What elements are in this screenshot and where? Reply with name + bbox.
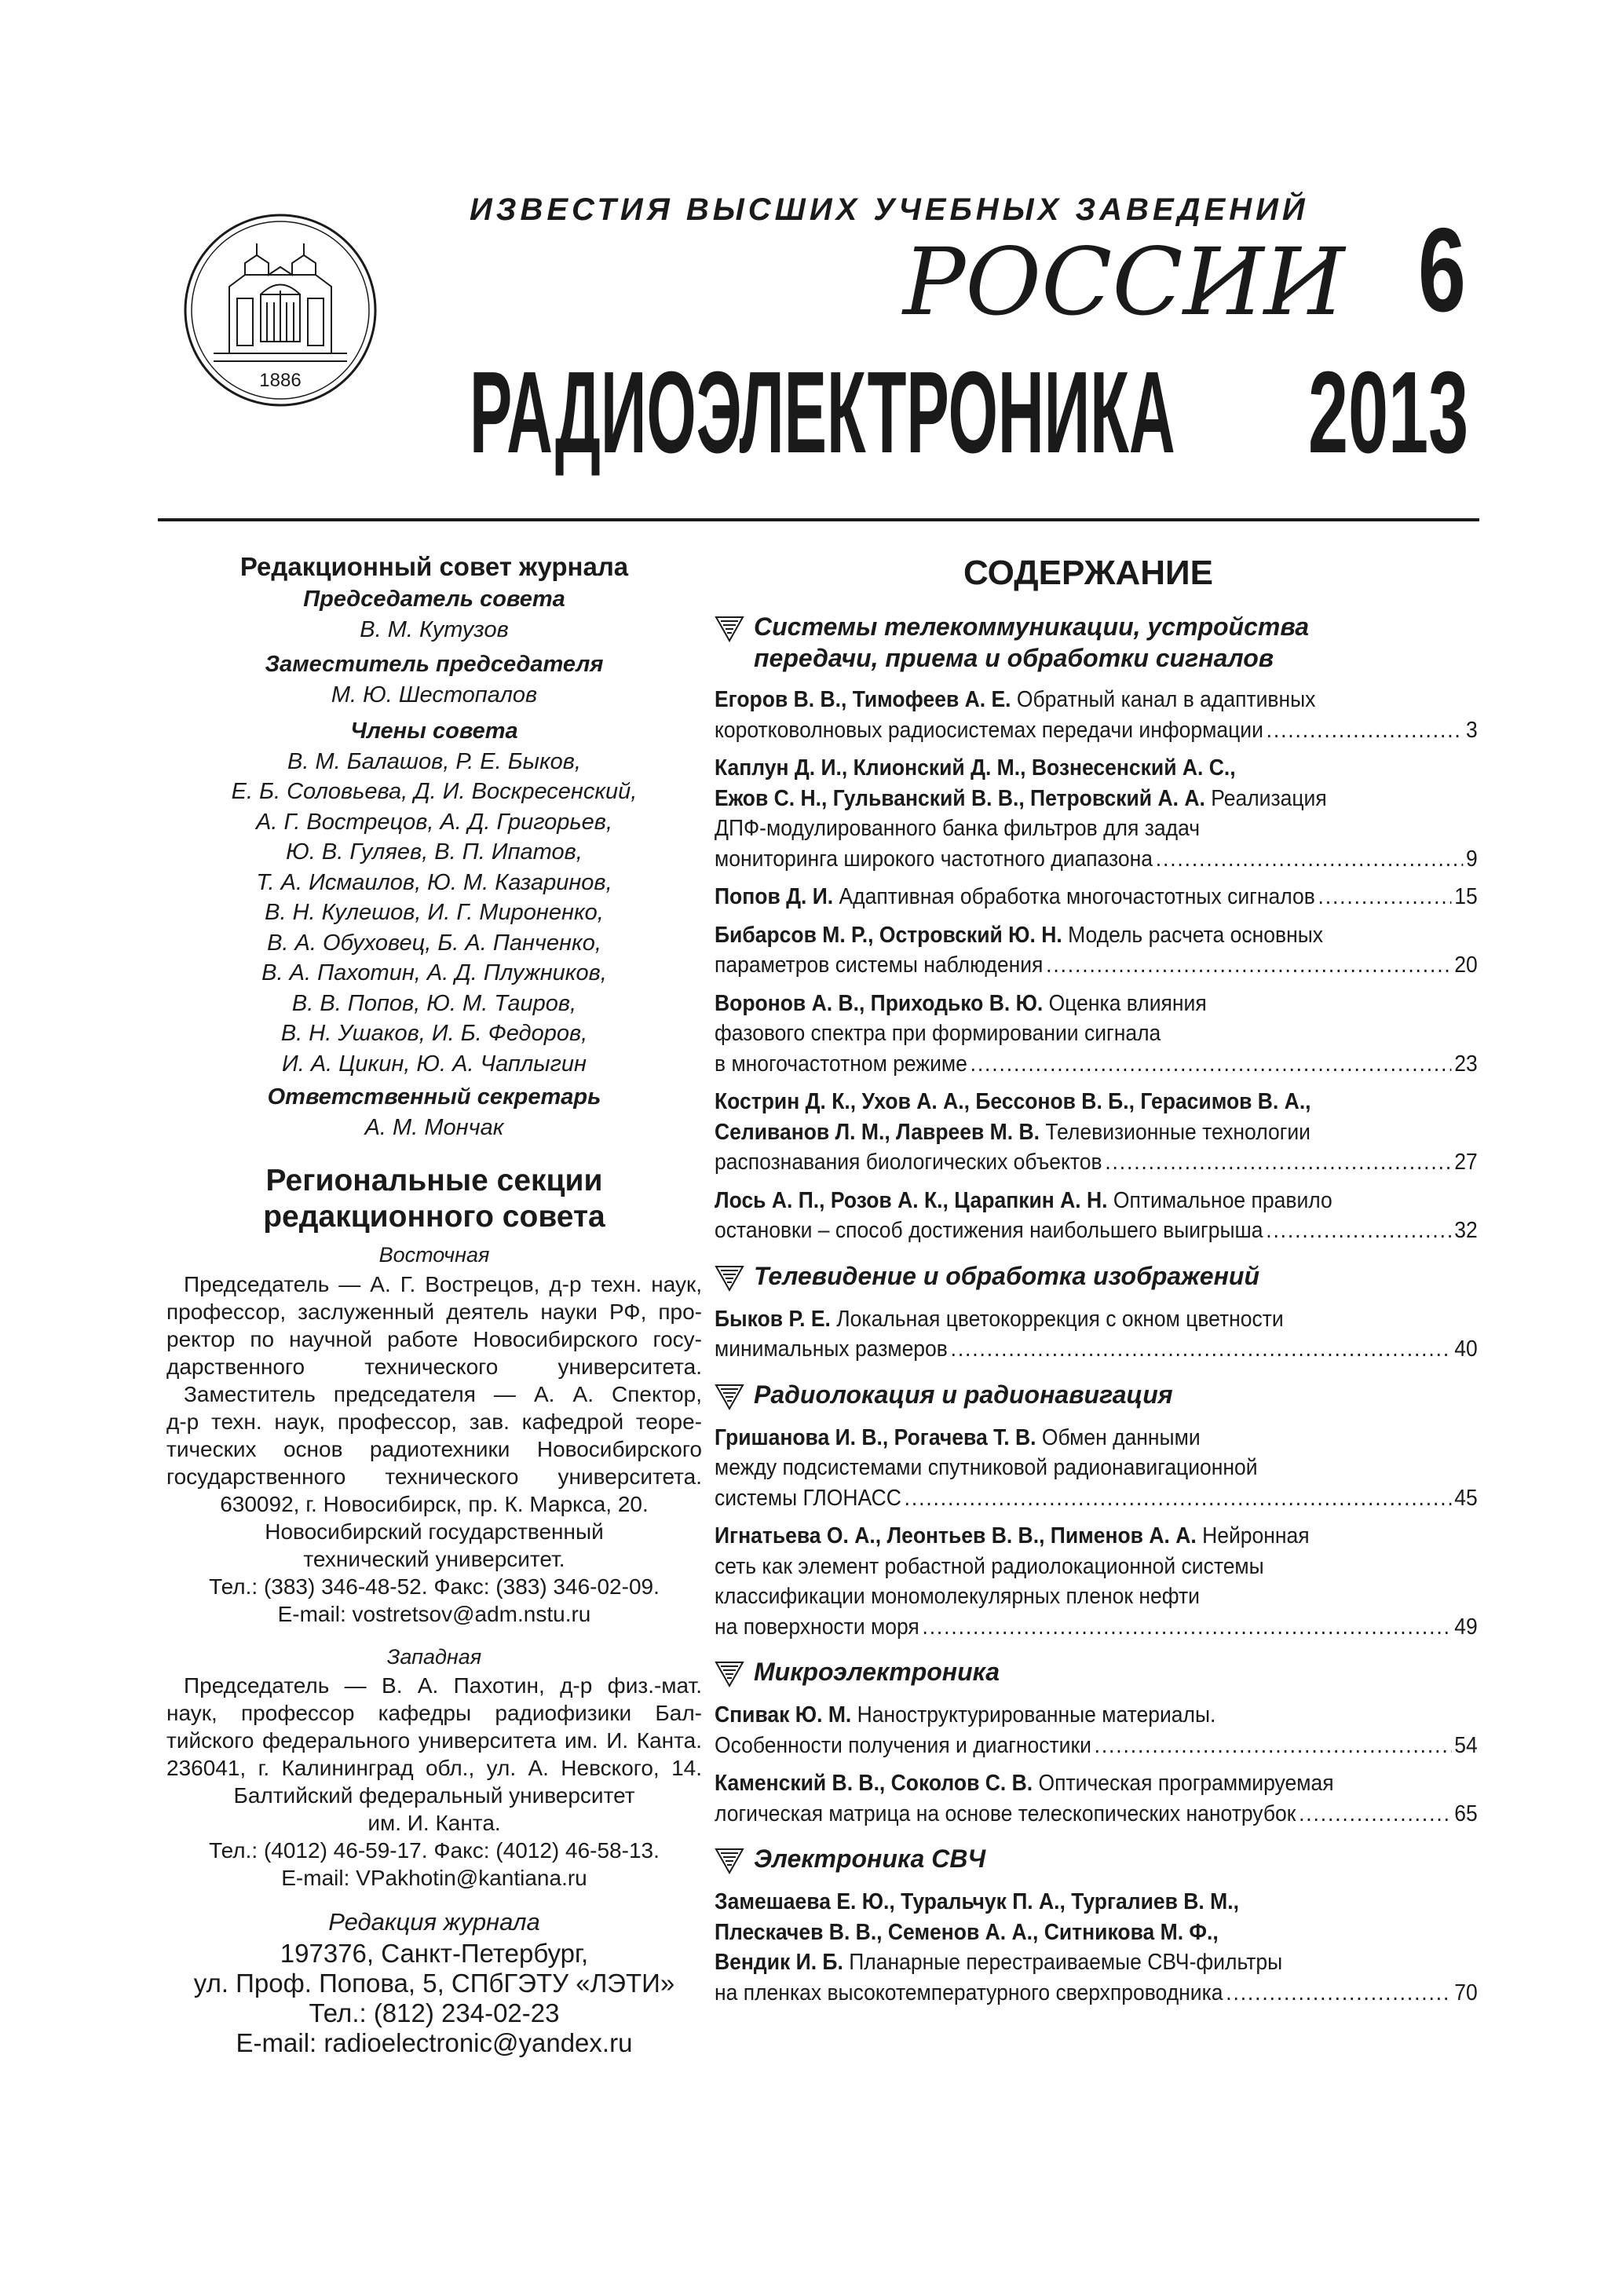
section-title: Радиолокация и радионавигация	[754, 1380, 1173, 1409]
page-number[interactable]: 27	[1454, 1150, 1478, 1175]
address-line: технический университет.	[303, 1546, 565, 1571]
page-number[interactable]: 49	[1454, 1614, 1478, 1640]
entry-authors: Попов Д. И.	[715, 884, 834, 909]
entry-line	[715, 1018, 1478, 1049]
toc-entry[interactable]	[715, 685, 1478, 745]
member-line: В. А. Обуховец, Б. А. Панченко,	[267, 930, 601, 956]
dot-leader	[1226, 1978, 1451, 2009]
section-header	[715, 1260, 1478, 1293]
entry-line	[715, 784, 1478, 814]
entry-line	[715, 920, 1478, 951]
dot-leader	[1318, 882, 1452, 912]
address-line: Тел.: (383) 346-48-52. Факс: (383) 346-02-09.	[209, 1574, 660, 1599]
issue-year: 2013	[1308, 348, 1469, 477]
paragraph-line: д-р техн. наук, профессор, зав. кафедрой теоре-	[166, 1409, 702, 1434]
toc-entry[interactable]	[715, 1423, 1478, 1514]
entry-title-end	[715, 1799, 1296, 1830]
entry-authors: Каплун Д. И., Клионский Д. М., Вознесенский А. С.,	[715, 755, 1236, 781]
toc-entry[interactable]	[715, 1700, 1478, 1760]
entry-title: Нейронная	[1196, 1523, 1310, 1548]
triangle-icon	[715, 1659, 744, 1689]
entry-title-end	[715, 1483, 901, 1514]
entry-last-line	[715, 715, 1478, 746]
address-line: 630092, г. Новосибирск, пр. К. Маркса, 20.	[220, 1491, 649, 1516]
entry-title: остановки – способ достижения наибольшего выигрыша	[715, 1218, 1263, 1243]
entry-authors: Бибарсов М. Р., Островский Ю. Н.	[715, 922, 1062, 948]
regional-title: Региональные секции	[265, 1164, 603, 1197]
address-line: ул. Проф. Попова, 5, СПбГЭТУ «ЛЭТИ»	[193, 1969, 675, 1998]
entry-title: Обмен данными	[1036, 1424, 1201, 1450]
board-title: Редакционный совет журнала	[239, 552, 629, 581]
members-list	[166, 747, 702, 1080]
entry-line	[715, 1521, 1478, 1552]
entry-last-line	[715, 1147, 1478, 1178]
issue-number: 6	[1418, 203, 1466, 337]
section-header	[715, 1656, 1478, 1689]
deputy-label: Заместитель председателя	[265, 652, 604, 677]
entry-title: Телевизионные технологии	[1039, 1119, 1310, 1145]
dot-leader	[971, 1049, 1452, 1080]
entry-line	[715, 1186, 1478, 1216]
member-line: Ю. В. Гуляев, В. П. Ипатов,	[286, 839, 583, 865]
toc-entry[interactable]	[715, 1887, 1478, 2008]
entry-last-line	[715, 1731, 1478, 1761]
paragraph-line: Председатель — А. Г. Вострецов, д-р техн. наук,	[184, 1271, 702, 1296]
toc-entry[interactable]	[715, 1087, 1478, 1178]
dot-leader	[905, 1483, 1452, 1514]
entry-last-line	[715, 1978, 1478, 2009]
journal-title: РАДИОЭЛЕКТРОНИКА	[470, 348, 1175, 477]
entry-title: мониторинга широкого частотного диапазона	[715, 846, 1153, 872]
section-title: Электроника СВЧ	[754, 1844, 986, 1873]
entry-authors: Игнатьева О. А., Леонтьев В. В., Пименов А. А.	[715, 1523, 1197, 1548]
entry-last-line	[715, 1334, 1478, 1365]
entry-title: Наноструктурированные материалы.	[851, 1702, 1216, 1727]
entry-line	[715, 1304, 1478, 1335]
address-line: Тел.: (4012) 46-59-17. Факс: (4012) 46-58-13.	[209, 1838, 660, 1863]
entry-title-end	[715, 844, 1153, 875]
entry-title: Оценка влияния	[1043, 990, 1207, 1016]
dot-leader	[1095, 1731, 1452, 1761]
east-section	[166, 1270, 702, 1628]
chair-name: В. М. Кутузов	[360, 616, 509, 642]
section-title-wrap	[754, 1260, 1259, 1292]
dot-leader	[1156, 844, 1464, 875]
entry-authors: Ежов С. Н., Гульванский В. В., Петровский А. А.	[715, 785, 1205, 811]
page-number[interactable]: 45	[1454, 1485, 1478, 1511]
page-number[interactable]: 54	[1454, 1732, 1478, 1758]
member-line: А. Г. Вострецов, А. Д. Григорьев,	[255, 809, 613, 835]
logo-year: 1886	[259, 370, 302, 391]
address-line: Тел.: (812) 234-02-23	[309, 1998, 560, 2027]
email-link[interactable]: E-mail: vostretsov@adm.nstu.ru	[277, 1601, 591, 1626]
entry-authors: Селиванов Л. М., Лавреев М. В.	[715, 1119, 1040, 1145]
entry-line	[715, 685, 1478, 715]
dot-leader	[951, 1334, 1452, 1365]
entry-line	[715, 1700, 1478, 1731]
entry-title: ДПФ-модулированного банка фильтров для задач	[715, 816, 1201, 841]
editorial-label: Редакция журнала	[328, 1908, 540, 1936]
entry-title: минимальных размеров	[715, 1336, 948, 1362]
entry-title: между подсистемами спутниковой радионавигационной	[715, 1455, 1258, 1480]
editorial-board-column	[166, 550, 702, 2058]
dot-leader	[1046, 950, 1451, 981]
paragraph-line: 236041, г. Калининград обл., ул. А. Невского, 14.	[166, 1756, 702, 1780]
entry-line	[715, 1581, 1478, 1612]
entry-line	[715, 1453, 1478, 1483]
address-line: им. И. Канта.	[367, 1811, 501, 1835]
member-line: В. Н. Ушаков, И. Б. Федоров,	[280, 1021, 588, 1046]
section-title: Телевидение и обработка изображений	[754, 1261, 1259, 1290]
contents-title: СОДЕРЖАНИЕ	[963, 554, 1214, 592]
entry-line	[715, 989, 1478, 1019]
entry-title: распознавания биологических объектов	[715, 1150, 1102, 1175]
dot-leader	[1299, 1799, 1451, 1830]
section-header	[715, 1843, 1478, 1876]
university-logo	[182, 212, 378, 408]
paragraph-line: Председатель — В. А. Пахотин, д-р физ.-мат.	[184, 1673, 702, 1698]
secretary-label: Ответственный секретарь	[267, 1084, 601, 1110]
dot-leader	[1266, 1216, 1451, 1246]
toc-entry[interactable]	[715, 920, 1478, 981]
entry-title: Оптимальное правило	[1107, 1187, 1332, 1213]
paragraph-line: тических основ радиотехники Новосибирского	[166, 1436, 702, 1461]
email-link[interactable]: E-mail: VPakhotin@kantiana.ru	[281, 1866, 587, 1890]
west-section	[166, 1672, 702, 1892]
entry-title-end	[715, 715, 1263, 746]
west-label: Западная	[386, 1644, 482, 1669]
entry-authors: Вендик И. Б.	[715, 1950, 843, 1975]
paragraph-line: Заместитель председателя — А. А. Спектор,	[184, 1381, 702, 1406]
entry-line	[715, 1768, 1478, 1799]
dot-leader	[922, 1612, 1451, 1643]
member-line: И. А. Цикин, Ю. А. Чаплыгин	[281, 1051, 587, 1077]
section-header	[715, 1379, 1478, 1412]
entry-title-end	[715, 950, 1043, 981]
entry-title: сеть как элемент робастной радиолокационной системы	[715, 1553, 1264, 1579]
entry-title: коротковолновых радиосистемах передачи информации	[715, 717, 1263, 743]
section-title-wrap	[754, 1656, 1000, 1687]
toc-entry[interactable]	[715, 1768, 1478, 1829]
paragraph-line: профессор, заслуженный деятель науки РФ, про-	[166, 1299, 702, 1324]
entry-authors: Егоров В. В., Тимофеев А. Е.	[715, 687, 1011, 712]
entry-last-line	[715, 882, 1478, 912]
entry-line	[715, 813, 1478, 844]
dot-leader	[1105, 1147, 1451, 1178]
entry-title-end	[715, 1147, 1102, 1178]
entry-line	[715, 753, 1478, 784]
entry-last-line	[715, 844, 1478, 875]
paragraph-line: государственного технического университета.	[166, 1464, 702, 1489]
entry-title: на поверхности моря	[715, 1614, 919, 1640]
entry-title: классификации мономолекулярных пленок нефти	[715, 1584, 1200, 1609]
page-number[interactable]: 32	[1454, 1218, 1478, 1243]
members-label: Члены совета	[350, 718, 518, 744]
entry-line	[715, 1552, 1478, 1582]
page-number[interactable]: 70	[1454, 1980, 1478, 2005]
entry-title-end	[715, 1334, 948, 1365]
entry-title-end	[715, 1978, 1223, 2009]
entry-line	[715, 1117, 1478, 1148]
regional-title: редакционного совета	[263, 1200, 605, 1234]
entry-title: фазового спектра при формировании сигнала	[715, 1021, 1161, 1046]
entry-authors: Кострин Д. К., Ухов А. А., Бессонов В. Б., Герасимов В. А.,	[715, 1089, 1311, 1114]
entry-authors: Каменский В. В., Соколов С. В.	[715, 1771, 1033, 1796]
page-number[interactable]: 65	[1454, 1801, 1478, 1826]
paragraph-line: дарственного технического университета.	[166, 1354, 702, 1379]
entry-last-line	[715, 1049, 1478, 1080]
entry-title: Модель расчета основных	[1062, 922, 1324, 948]
country-title: РОССИИ	[903, 228, 1345, 336]
entry-title: Реализация	[1204, 785, 1327, 811]
member-line: В. Н. Кулешов, И. Г. Мироненко,	[265, 900, 604, 925]
toc-entry[interactable]	[715, 753, 1478, 874]
member-line: В. В. Попов, Ю. М. Таиров,	[291, 990, 577, 1016]
toc-entry[interactable]	[715, 882, 1478, 912]
paragraph-line: тийского федерального университета им. И. Канта.	[166, 1728, 702, 1753]
triangle-icon	[715, 1382, 744, 1412]
paragraph-line: ректор по научной работе Новосибирского госу-	[166, 1326, 702, 1351]
secretary-name: А. М. Мончак	[364, 1114, 504, 1140]
entry-line	[715, 1947, 1478, 1978]
entry-title-end	[715, 1216, 1263, 1246]
entry-title: на пленках высокотемпературного сверхпроводника	[715, 1980, 1223, 2005]
entry-authors: Быков Р. Е.	[715, 1306, 831, 1332]
section-title: Микроэлектроника	[754, 1658, 1000, 1686]
deputy-name: М. Ю. Шестопалов	[331, 682, 538, 707]
editorial-address	[166, 1939, 702, 2058]
triangle-icon	[715, 614, 744, 644]
entry-authors: Плескачев В. В., Семенов А. А., Ситникова М. Ф.,	[715, 1919, 1219, 1945]
entry-authors: Спивак Ю. М.	[715, 1702, 852, 1727]
page-number[interactable]: 3	[1465, 717, 1478, 743]
entry-title: Обратный канал в адаптивных	[1011, 687, 1316, 712]
entry-line	[715, 1887, 1478, 1918]
address-line: Балтийский федеральный университет	[233, 1783, 635, 1808]
email-link[interactable]: E-mail: radioelectronic@yandex.ru	[236, 2028, 633, 2057]
toc-entry[interactable]	[715, 1186, 1478, 1246]
dot-leader	[1267, 715, 1464, 746]
entry-title: параметров системы наблюдения	[715, 952, 1044, 978]
paragraph-line: наук, профессор кафедры радиофизики Бал-	[166, 1701, 702, 1725]
section-title-wrap	[754, 611, 1309, 674]
entry-title: системы ГЛОНАСС	[715, 1485, 901, 1511]
entry-line	[715, 1423, 1478, 1453]
toc-entry[interactable]	[715, 1304, 1478, 1365]
section-title: Системы телекоммуникации, устройства	[754, 612, 1310, 641]
triangle-icon	[715, 1263, 744, 1293]
section-header	[715, 611, 1478, 674]
section-title: передачи, приема и обработки сигналов	[754, 644, 1274, 672]
entry-title: Локальная цветокоррекция с окном цветности	[830, 1306, 1284, 1332]
address-line: 197376, Санкт-Петербург,	[280, 1939, 589, 1968]
entry-authors: Замешаева Е. Ю., Туральчук П. А., Тургалиев В. М.,	[715, 1889, 1239, 1914]
member-line: В. А. Пахотин, А. Д. Плужников,	[261, 960, 607, 985]
page-number[interactable]: 15	[1454, 884, 1478, 909]
member-line: Т. А. Исмаилов, Ю. М. Казаринов,	[256, 869, 612, 895]
toc-entry[interactable]	[715, 1521, 1478, 1642]
entry-authors: Лось А. П., Розов А. К., Царапкин А. Н.	[715, 1187, 1108, 1213]
member-line: В. М. Балашов, Р. Е. Быков,	[287, 748, 581, 774]
chair-label: Председатель совета	[303, 587, 565, 612]
section-title-wrap	[754, 1379, 1173, 1410]
entry-title-end	[715, 882, 1315, 912]
entry-title: логическая матрица на основе телескопических нанотрубок	[715, 1801, 1296, 1826]
entry-last-line	[715, 1216, 1478, 1246]
triangle-icon	[715, 1846, 744, 1876]
entry-title: Адаптивная обработка многочастотных сигналов	[833, 884, 1315, 909]
entry-line	[715, 1918, 1478, 1948]
page-number[interactable]: 40	[1454, 1336, 1478, 1362]
entry-title: Оптическая программируемая	[1033, 1771, 1334, 1796]
entry-last-line	[715, 950, 1478, 981]
entry-authors: Гришанова И. В., Рогачева Т. В.	[715, 1424, 1036, 1450]
entry-authors: Воронов А. В., Приходько В. Ю.	[715, 990, 1044, 1016]
toc-entry[interactable]	[715, 989, 1478, 1080]
entry-title-end	[715, 1612, 919, 1643]
east-label: Восточная	[378, 1243, 490, 1267]
entry-last-line	[715, 1799, 1478, 1830]
entry-title: в многочастотном режиме	[715, 1051, 967, 1077]
contents-list	[715, 611, 1478, 2008]
contents-column	[715, 550, 1478, 2016]
member-line: Е. Б. Соловьева, Д. И. Воскресенский,	[231, 779, 638, 804]
page-number[interactable]: 23	[1454, 1051, 1478, 1077]
entry-last-line	[715, 1483, 1478, 1514]
series-title: ИЗВЕСТИЯ ВЫСШИХ УЧЕБНЫХ ЗАВЕДЕНИЙ	[470, 192, 1309, 227]
entry-title: Особенности получения и диагностики	[715, 1732, 1091, 1758]
page-number[interactable]: 20	[1454, 952, 1478, 978]
address-line: Новосибирский государственный	[265, 1519, 604, 1544]
entry-title: Планарные перестраиваемые СВЧ-фильтры	[843, 1950, 1283, 1975]
page-number[interactable]: 9	[1465, 846, 1478, 872]
entry-last-line	[715, 1612, 1478, 1643]
section-title-wrap	[754, 1843, 985, 1874]
entry-line	[715, 1087, 1478, 1117]
entry-title-end	[715, 1049, 967, 1080]
entry-title-end	[715, 1731, 1091, 1761]
header-divider	[158, 518, 1479, 521]
